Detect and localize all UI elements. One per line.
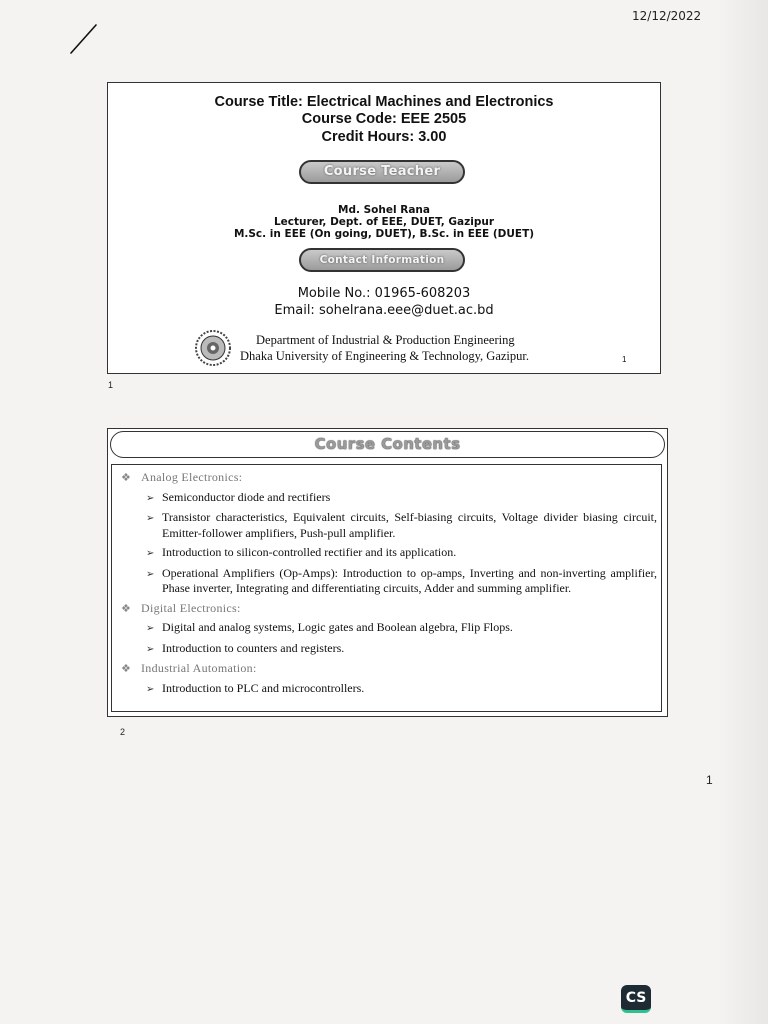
list-item [146, 620, 657, 637]
course-contents-list [121, 470, 657, 701]
arrow-bullet-icon: ➢ [146, 492, 155, 504]
list-item-text: Introduction to PLC and microcontrollers. [162, 680, 365, 695]
arrow-bullet-icon: ➢ [146, 623, 155, 634]
pen-stroke-mark [66, 22, 106, 56]
teacher-position: Lecturer, Dept. of EEE, DUET, Gazipur [273, 216, 495, 228]
slide-2-label: 2 [120, 727, 126, 737]
section-industrial-automation [121, 661, 657, 678]
camscanner-logo-icon: CS [621, 985, 651, 1013]
teacher-name: Md. Sohel Rana [338, 204, 430, 216]
slide-title-banner [110, 431, 665, 458]
arrow-bullet-icon: ➢ [146, 643, 155, 655]
arrow-bullet-icon: ➢ [146, 513, 155, 524]
list-item-text: Introduction to silicon-controlled rectifier and its application. [162, 545, 457, 559]
course-title: Course Title: Electrical Machines and Electronics [214, 94, 554, 110]
page-date: 12/12/2022 [632, 9, 702, 23]
section-heading: Industrial Automation: [141, 661, 257, 675]
section-analog-electronics [121, 470, 657, 487]
list-item-text: Introduction to counters and registers. [162, 640, 345, 655]
page-edge-shadow [718, 0, 768, 1024]
arrow-bullet-icon: ➢ [146, 548, 155, 559]
slide-course-info [107, 82, 661, 374]
credit-hours: Credit Hours: 3.00 [321, 129, 447, 145]
contact-information-pill: Contact Information [299, 248, 465, 272]
list-item-text: Digital and analog systems, Logic gates and Boolean algebra, Flip Flops. [162, 620, 513, 634]
list-item [146, 681, 657, 698]
slide-1-label: 1 [108, 380, 114, 390]
course-code: Course Code: EEE 2505 [301, 111, 467, 127]
arrow-bullet-icon: ➢ [146, 683, 155, 695]
department-name: Department of Industrial & Production Engineering [256, 333, 515, 347]
list-item-text: Operational Amplifiers (Op-Amps): Introduction to op-amps, Inverting and non-inverting amplifier, Phase inverter, Integrating and differentiating circuits, Adder and summing amplifier. [162, 565, 657, 595]
section-heading: Analog Electronics: [141, 470, 243, 484]
diamond-bullet-icon: ❖ [121, 472, 131, 484]
mobile-number: Mobile No.: 01965-608203 [297, 286, 471, 301]
slide-number: 1 [622, 355, 627, 364]
list-item [146, 566, 657, 597]
slide-title: Course Contents [314, 435, 461, 453]
list-item [146, 641, 657, 658]
section-digital-electronics [121, 601, 657, 618]
list-item [146, 545, 657, 562]
arrow-bullet-icon: ➢ [146, 568, 155, 580]
course-teacher-pill: Course Teacher [299, 160, 465, 184]
email-address: Email: sohelrana.eee@duet.ac.bd [274, 303, 494, 318]
teacher-degrees: M.Sc. in EEE (On going, DUET), B.Sc. in EEE (DUET) [233, 228, 535, 240]
section-heading: Digital Electronics: [141, 600, 241, 615]
list-item-text: Semiconductor diode and rectifiers [162, 489, 331, 504]
page-number: 1 [706, 773, 713, 787]
list-item [146, 490, 657, 507]
university-logo-icon [194, 329, 232, 367]
list-item-text: Transistor characteristics, Equivalent circuits, Self-biasing circuits, Voltage divider biasing circuit, Emitter-follower amplifiers, Push-pull amplifier. [162, 510, 657, 540]
diamond-bullet-icon: ❖ [121, 663, 131, 675]
diamond-bullet-icon: ❖ [121, 602, 131, 615]
list-item [146, 510, 657, 541]
university-name: Dhaka University of Engineering & Technology, Gazipur. [240, 349, 529, 363]
slide-course-contents [107, 428, 668, 717]
course-contents-box [111, 464, 662, 712]
